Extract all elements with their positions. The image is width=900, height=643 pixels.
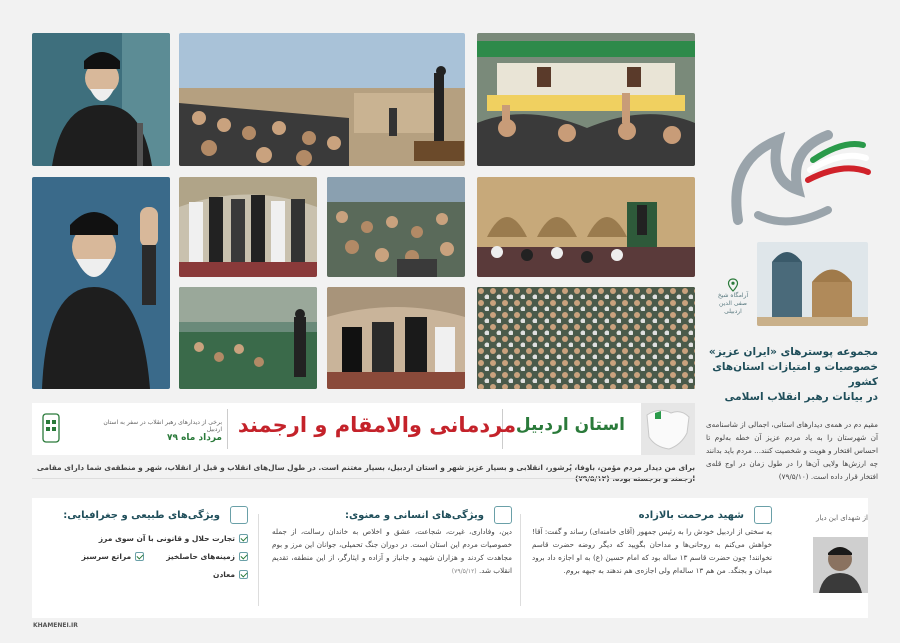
natural-item-label: مراتع سرسبز: [81, 551, 132, 561]
province-summary: برای من دیدار مردم مؤمن، باوفا، پُرشور، انقلابی و بسیار عزیز شهر و استان اردبیل، بسیار مغتنم است. در طول سال‌های انقلاب و قبل از انقلاب، شهر و منطقه‌ی شما دارای مقامی: [36, 463, 695, 472]
intro-paragraph: مقیم دم در همه‌ی دیدارهای استانی، اجمالی از شاسنامه‌ی آن شهرستان را به یاد مردم عزیز آن خطه به‌لوم تا احساس افتخار و هویت و شخصیت کنند... مردم باید بدانند چه ارزش‌ها و‌لایی آن‌ها را در طول زمان در اوج قله‌ی افتخار قرار داده است. (۷۹/۵/۱۰): [706, 420, 878, 481]
province-map-icon: [641, 403, 695, 455]
province-slogan: مردمانی والامقام و ارجمند: [237, 413, 517, 437]
site-logo[interactable]: KHAMENEI.IR: [33, 622, 78, 629]
location-pin-icon: [727, 277, 739, 291]
series-title: [700, 345, 878, 405]
province-name: استان اردبیل: [515, 415, 625, 435]
province-banner: [32, 403, 695, 455]
martyr-column: [532, 498, 772, 618]
check-icon: [239, 534, 248, 543]
natural-item: [42, 565, 248, 583]
photo-stadium-speech: [179, 287, 317, 389]
natural-item: [42, 529, 248, 547]
natural-title: ویژگی‌های طبیعی و جغرافیایی:: [63, 510, 220, 521]
visit-date: مرداد ماه ۷۹: [166, 433, 222, 443]
column-divider-2: [258, 514, 259, 606]
human-body: دین، وفاداری، غیرت، شجاعت، عشق و اخلاص به خاندان رسالت، از جمله خصوصیات مردم این استان است. در دوران جنگ تحمیلی، جوانان این مرز و بوم مجاهدت کردند و هزاران شهید و جانباز و آزاده و ایثارگر، از این منطقه، تقدیم انقلاب شد.: [272, 527, 512, 575]
photo-mosque-gathering: [477, 177, 695, 277]
check-icon: [239, 552, 248, 561]
natural-item-label: معادن: [213, 569, 235, 579]
natural-item-label: تجارت حلال و قانونی با آن سوی مرز: [98, 533, 235, 543]
column-divider-1: [520, 514, 521, 606]
human-source: (۷۹/۵/۱۲): [451, 568, 477, 575]
map-marker-icon: [230, 506, 248, 524]
martyr-label: از شهدای این دیار: [816, 514, 868, 522]
natural-item: [166, 552, 248, 561]
photo-large-crowd: [477, 287, 695, 389]
human-text: [272, 525, 512, 578]
photo-leader-waving: [32, 177, 170, 389]
photo-hall-stage-banner: [477, 33, 695, 166]
series-line: مجموعه پوسترهای «ایران عزیز»: [708, 346, 878, 358]
iran-aziz-logo: [718, 120, 878, 240]
check-icon: [135, 552, 144, 561]
summary-divider: [32, 478, 695, 479]
features-section: [32, 498, 868, 618]
photo-mausoleum: [757, 242, 868, 326]
photo-officials-lineup: [179, 177, 317, 277]
photo-crowd-rally: [179, 33, 465, 166]
series-subtitle-1: خصوصیات و امتیازات استان‌های کشور: [712, 361, 878, 388]
photo-leader-speaking: [32, 33, 170, 166]
martyr-icon: [754, 506, 772, 524]
photo-meeting-families: [327, 287, 465, 389]
check-icon: [239, 570, 248, 579]
photo-outdoor-crowd: [327, 177, 465, 277]
visit-note: برخی از دیدارهای رهبر انقلاب در سفر به استان اردبیل: [103, 419, 222, 433]
calendar-icon: [41, 411, 61, 445]
martyr-title: شهید مرحمت بالازاده: [638, 510, 744, 521]
natural-column: [42, 498, 248, 618]
series-subtitle-2: در بیانات رهبر انقلاب اسلامی: [724, 391, 878, 403]
location-caption: آرامگاه شیخ صفی الدین اردبیلی: [717, 292, 749, 315]
natural-item: [82, 552, 145, 561]
person-icon: [494, 506, 512, 524]
natural-list: [42, 529, 248, 583]
human-column: [272, 498, 512, 618]
human-title: ویژگی‌های انسانی و معنوی:: [345, 510, 484, 521]
natural-item-label: زمینه‌های حاصلخیز: [166, 551, 235, 561]
martyr-photo: [813, 537, 868, 593]
banner-divider-2: [227, 409, 228, 449]
natural-item-pair: [42, 547, 248, 565]
martyr-text: به سختی از اردبیل خودش را به رئیس جمهور (آقای خامنه‌ای) رساند و گفت: آقا! خواهش می‌کنم به روحانی‌ها و مداحان بگویید که دیگر روضه حضرت قاسم نخوانند! چون حضرت قاسم ۱۳ ساله بود که امام حسین (ع) به او اجازه داد برود میدان و بجنگد. من هم ۱۳ ساله‌ام ولی اجازه‌ی هم ندهند به جبهه بروم.: [532, 527, 772, 575]
